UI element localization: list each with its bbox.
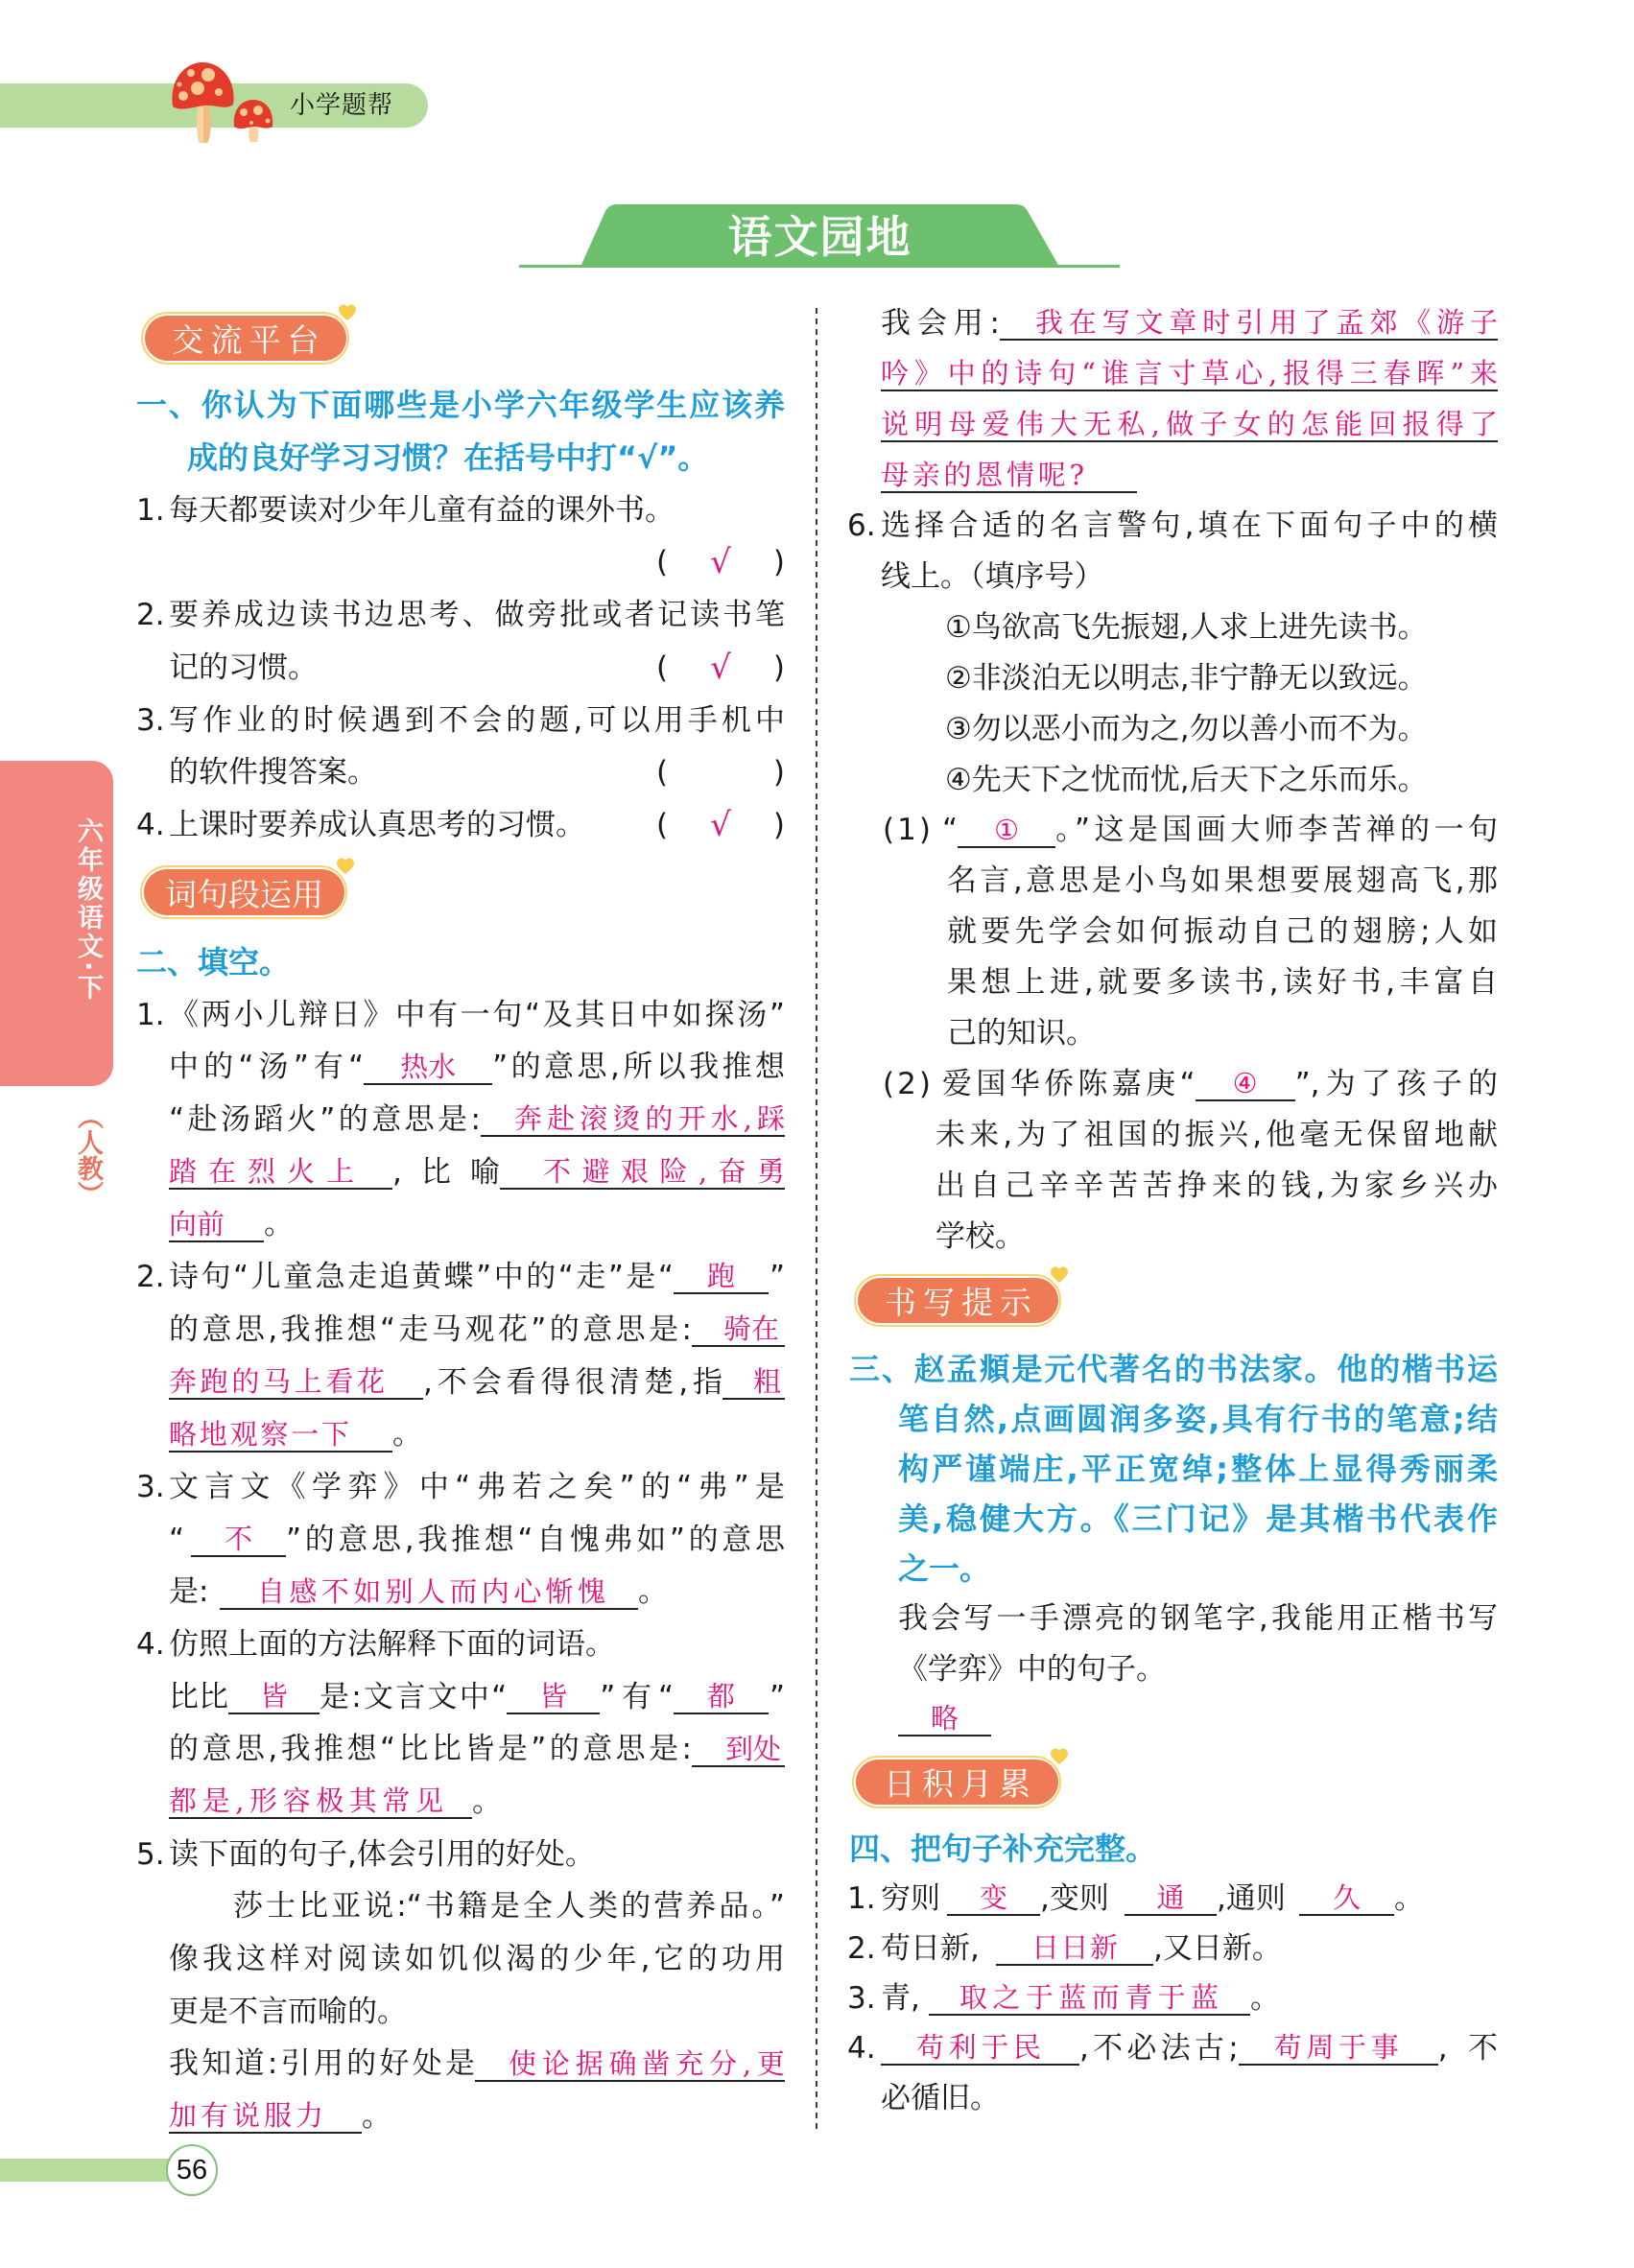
answer-blank: 向前 bbox=[169, 1208, 264, 1242]
badge-label: 日积月累 bbox=[884, 1765, 1037, 1803]
right-column-top bbox=[847, 298, 1498, 1263]
item-number: 1. bbox=[136, 997, 165, 1032]
item-number: 5. bbox=[136, 1836, 165, 1872]
item-text: 上课时要养成认真思考的习惯。 bbox=[169, 808, 585, 842]
item-text: 。 bbox=[264, 1207, 294, 1242]
answer-blank: 加有说服力 bbox=[169, 2099, 362, 2134]
list-item bbox=[136, 642, 785, 695]
item-text: 写作业的时候遇到不会的题,可以用手机中 bbox=[169, 702, 785, 738]
question-title bbox=[847, 1344, 1498, 1394]
check-mark-icon: √ bbox=[710, 543, 731, 582]
item-text: 仿照上面的方法解释下面的词语。 bbox=[169, 1626, 615, 1662]
sub-question-line bbox=[847, 1212, 1498, 1263]
item-text: 《学弈》中的句子。 bbox=[898, 1651, 1166, 1687]
section-badge-accumulation bbox=[852, 1756, 1064, 1808]
page-number: 56 bbox=[166, 2144, 218, 2196]
question-title-text: 三、赵孟頫是元代著名的书法家。他的楷书运 bbox=[849, 1351, 1498, 1387]
item-text: 。”这是国画大师李苦禅的一句 bbox=[1055, 813, 1498, 848]
list-item bbox=[136, 589, 785, 642]
item-number: 2. bbox=[136, 1260, 165, 1295]
item-text: 。 bbox=[638, 1574, 668, 1610]
list-item bbox=[136, 799, 785, 852]
item-text: 青, bbox=[881, 1981, 920, 2017]
brand-name: 小学题帮 bbox=[290, 91, 394, 120]
item-text: 更是不言而喻的。 bbox=[169, 1994, 407, 2029]
section-badge-writing bbox=[854, 1274, 1064, 1327]
badge-label: 交流平台 bbox=[172, 321, 326, 359]
question-line bbox=[136, 1566, 785, 1618]
question-3 bbox=[847, 1344, 1498, 1744]
answer-parentheses bbox=[656, 536, 785, 589]
question-line bbox=[136, 1357, 785, 1409]
item-text: 就要先学会如何振动自己的翅膀;人如 bbox=[947, 914, 1498, 950]
item-number: 3. bbox=[847, 1981, 876, 2017]
answer-blank: 踏在烈火上 bbox=[169, 1155, 392, 1190]
sub-question-line bbox=[847, 957, 1498, 1008]
page-title: 语文园地 bbox=[727, 211, 912, 263]
item-text: ” bbox=[769, 1679, 786, 1714]
answer-blank: ① bbox=[958, 814, 1055, 848]
item-text: 是:文言文中“ bbox=[320, 1679, 508, 1714]
sub-question-line bbox=[847, 805, 1498, 856]
item-text: 己的知识。 bbox=[947, 1015, 1096, 1051]
answer-blank: 不避艰险,奋勇 bbox=[500, 1155, 785, 1190]
question-title-text: 成的良好学习习惯？在括号中打“√”。 bbox=[187, 438, 709, 476]
question-line bbox=[136, 1408, 785, 1461]
answer-blank: 苟利于民 bbox=[881, 2031, 1079, 2066]
item-text: 的意思,我推想“走马观花”的意思是: bbox=[169, 1311, 692, 1347]
item-text: ,通则 bbox=[1217, 1881, 1286, 1917]
item-text: ,不 bbox=[1437, 2031, 1499, 2067]
option-text: ②非淡泊无以明志,非宁静无以致远。 bbox=[945, 660, 1428, 696]
answer-blank: 皆 bbox=[507, 1680, 600, 1714]
question-title bbox=[136, 379, 785, 432]
question-line bbox=[136, 1776, 785, 1829]
question-line bbox=[847, 1644, 1498, 1694]
item-text: “ bbox=[942, 813, 959, 848]
question-title bbox=[847, 1394, 1498, 1444]
question-line bbox=[136, 1618, 785, 1671]
item-number: 1. bbox=[847, 1881, 876, 1917]
item-text: 莎士比亚说:“书籍是全人类的营养品。” bbox=[233, 1889, 785, 1925]
badge-label: 词句段运用 bbox=[165, 875, 323, 913]
question-line bbox=[136, 1094, 785, 1146]
paren-close: ) bbox=[772, 755, 785, 791]
item-text: ,不会看得很清楚,指 bbox=[423, 1364, 722, 1400]
item-number: 2. bbox=[847, 1931, 876, 1967]
item-text: ,比喻 bbox=[392, 1154, 500, 1190]
item-text: “ bbox=[169, 1522, 185, 1557]
answer-blank: 使论据确凿充分,更 bbox=[475, 2047, 785, 2082]
quote-line bbox=[136, 1986, 785, 2039]
question-line bbox=[136, 1723, 785, 1776]
item-number: 1. bbox=[136, 492, 165, 528]
paren-open: ( bbox=[656, 755, 669, 791]
question-line bbox=[136, 1198, 785, 1251]
item-text: ”的意思,所以我推想 bbox=[492, 1050, 786, 1085]
item-text: 爱国华侨陈嘉庚“ bbox=[942, 1066, 1196, 1101]
quote-line bbox=[136, 1933, 785, 1986]
question-line bbox=[136, 989, 785, 1042]
question-1 bbox=[136, 379, 785, 852]
item-text: 诗句“儿童急走追黄蝶”中的“走”是“ bbox=[169, 1260, 674, 1295]
option-item bbox=[847, 653, 1498, 704]
option-text: ③勿以恶小而为之,勿以善小而不为。 bbox=[945, 711, 1428, 746]
answer-blank: 我在写文章时引用了孟郊《游子 bbox=[1000, 306, 1498, 341]
list-item bbox=[136, 695, 785, 747]
question-line bbox=[136, 1304, 785, 1357]
question-title-text: 美,稳健大方。《三门记》是其楷书代表作 bbox=[898, 1500, 1498, 1538]
sub-question-line bbox=[847, 1110, 1498, 1161]
answer-parentheses bbox=[656, 642, 785, 695]
question-line bbox=[847, 298, 1498, 349]
answer-blank: 取之于蓝而青于蓝 bbox=[929, 1981, 1250, 2016]
item-number: 4. bbox=[136, 1626, 165, 1662]
item-text: 出自己辛辛苦苦挣来的钱,为家乡兴办 bbox=[935, 1168, 1498, 1203]
item-text: 。 bbox=[392, 1417, 422, 1453]
item-number: 3. bbox=[136, 1469, 165, 1504]
item-text: ”有“ bbox=[600, 1679, 675, 1714]
answer-blank: 苟周于事 bbox=[1239, 2031, 1438, 2066]
answer-parentheses bbox=[656, 746, 785, 799]
item-text: 果想上进,就要多读书,读好书,丰富自 bbox=[947, 965, 1498, 1001]
quote-line bbox=[136, 1880, 785, 1933]
question-line bbox=[136, 2038, 785, 2091]
option-item bbox=[847, 755, 1498, 806]
question-line bbox=[136, 1041, 785, 1094]
item-number: 4. bbox=[847, 2031, 876, 2067]
item-text: 文言文《学弈》中“弗若之矣”的“弗”是 bbox=[169, 1469, 785, 1504]
check-mark-icon: √ bbox=[710, 806, 731, 844]
answer-blank: 自感不如别人而内心惭愧 bbox=[220, 1575, 638, 1610]
check-mark-icon: √ bbox=[710, 648, 731, 687]
item-text: ” bbox=[769, 1260, 785, 1295]
question-line bbox=[136, 2091, 785, 2143]
question-line bbox=[847, 1874, 1498, 1924]
question-line bbox=[847, 1694, 1498, 1744]
item-text: 中的“汤”有“ bbox=[169, 1050, 365, 1085]
item-text: 我知道:引用的好处是 bbox=[169, 2046, 475, 2082]
question-line bbox=[847, 2023, 1498, 2073]
item-text: ”的意思,我推想“自愧弗如”的意思 bbox=[286, 1522, 785, 1557]
answer-blank: ④ bbox=[1196, 1067, 1295, 1101]
question-line bbox=[847, 552, 1498, 602]
answer-blank: 不 bbox=[191, 1523, 286, 1557]
question-2 bbox=[136, 936, 785, 2143]
item-text: ”,为了孩子的 bbox=[1294, 1066, 1499, 1101]
item-text: 苟日新, bbox=[881, 1931, 980, 1967]
paren-open: ( bbox=[656, 545, 669, 580]
answer-blank: 热水 bbox=[364, 1051, 492, 1085]
item-text: 。 bbox=[1394, 1881, 1424, 1917]
item-text: 未来,为了祖国的振兴,他毫无保留地献 bbox=[935, 1117, 1498, 1152]
item-text: 选择合适的名言警句,填在下面句子中的横 bbox=[881, 508, 1498, 544]
small-mushroom-icon bbox=[232, 98, 274, 143]
sub-question-line bbox=[847, 1008, 1498, 1059]
answer-blank: 到处 bbox=[692, 1733, 785, 1767]
sub-question-line bbox=[847, 907, 1498, 957]
question-title-text: 四、把句子补充完整。 bbox=[849, 1831, 1157, 1867]
item-text: 是: bbox=[169, 1574, 209, 1610]
question-line bbox=[136, 1461, 785, 1514]
item-text: 学校。 bbox=[935, 1218, 1025, 1254]
list-item bbox=[136, 746, 785, 799]
column-divider bbox=[816, 308, 817, 2132]
paren-close: ) bbox=[772, 545, 785, 580]
item-text: 记的习惯。 bbox=[169, 650, 318, 685]
item-text: 。 bbox=[472, 1784, 502, 1819]
sub-question-label: (1) bbox=[883, 813, 934, 848]
mushroom-icon bbox=[170, 60, 235, 143]
item-text: “赴汤蹈火”的意思是: bbox=[169, 1102, 481, 1138]
question-title bbox=[136, 936, 785, 989]
footer-bar bbox=[0, 2159, 173, 2182]
heart-icon bbox=[1050, 1747, 1069, 1766]
question-line bbox=[847, 2073, 1498, 2123]
paren-close: ) bbox=[772, 650, 785, 685]
answer-blank: 粗 bbox=[722, 1365, 785, 1400]
answer-blank: 略地观察一下 bbox=[169, 1418, 392, 1453]
question-title-text: 之一。 bbox=[898, 1550, 991, 1588]
item-text: 穷则 bbox=[881, 1881, 940, 1917]
question-line bbox=[847, 1973, 1498, 2023]
item-text: 比比 bbox=[169, 1679, 228, 1714]
option-text: ①鸟欲高飞先振翅,人求上进先读书。 bbox=[945, 609, 1428, 645]
answer-blank: 略 bbox=[898, 1702, 991, 1736]
badge-label: 书写提示 bbox=[885, 1284, 1038, 1321]
section-badge-exchange bbox=[141, 312, 352, 365]
item-text: 读下面的句子,体会引用的好处。 bbox=[169, 1836, 595, 1872]
question-title-text: 构严谨端庄,平正宽绰;整体上显得秀丽柔 bbox=[898, 1451, 1498, 1488]
question-title bbox=[847, 1824, 1498, 1874]
question-title-text: 二、填空。 bbox=[136, 944, 291, 980]
item-text: 必循旧。 bbox=[881, 2081, 1000, 2116]
answer-blank: 母亲的恩情呢? bbox=[881, 459, 1137, 493]
question-line bbox=[136, 1251, 785, 1304]
option-text: ④先天下之忧而忧,后天下之乐而乐。 bbox=[945, 762, 1428, 797]
paren-open: ( bbox=[656, 650, 669, 685]
item-number: 6. bbox=[847, 508, 876, 544]
answer-blank: 变 bbox=[947, 1881, 1040, 1916]
answer-blank: 日日新 bbox=[996, 1931, 1153, 1966]
question-line bbox=[136, 1146, 785, 1199]
side-tab-edition: （人教） bbox=[73, 1103, 103, 1207]
item-text: 每天都要读对少年儿童有益的课外书。 bbox=[169, 492, 675, 528]
sub-question-line bbox=[847, 856, 1498, 907]
item-text: 的软件搜答案。 bbox=[169, 755, 377, 791]
answer-blank: 骑在 bbox=[692, 1312, 785, 1347]
sub-question-line bbox=[847, 1059, 1498, 1110]
option-item bbox=[847, 704, 1498, 755]
question-line bbox=[136, 1671, 785, 1724]
answer-parentheses bbox=[656, 799, 785, 852]
option-item bbox=[847, 602, 1498, 653]
item-text: 我会写一手漂亮的钢笔字,我能用正楷书写 bbox=[898, 1601, 1498, 1637]
answer-blank: 说明母爱伟大无私,做子女的怎能回报得了 bbox=[881, 407, 1498, 440]
item-text: ,变则 bbox=[1040, 1881, 1109, 1917]
heart-icon bbox=[1050, 1265, 1069, 1285]
item-number: 3. bbox=[136, 702, 165, 738]
section-badge-word-usage bbox=[140, 865, 350, 919]
item-text: 我会用: bbox=[881, 305, 1000, 341]
answer-blank: 通 bbox=[1125, 1881, 1217, 1916]
question-title-text: 一、你认为下面哪些是小学六年级学生应该养 bbox=[136, 387, 785, 423]
answer-blank: 吟》中的诗句“谁言寸草心,报得三春晖”来 bbox=[881, 356, 1498, 390]
item-text: 要养成边读书边思考、做旁批或者记读书笔 bbox=[169, 598, 785, 632]
question-title-text: 笔自然,点画圆润多姿,具有行书的笔意;结 bbox=[898, 1401, 1498, 1438]
question-line bbox=[847, 399, 1498, 450]
paren-open: ( bbox=[656, 808, 669, 842]
item-number: 4. bbox=[136, 808, 165, 842]
question-line bbox=[847, 450, 1498, 501]
item-text: ,不必法古; bbox=[1079, 2031, 1239, 2067]
item-text: 线上。（填序号） bbox=[881, 558, 1104, 594]
question-line bbox=[136, 1514, 785, 1567]
question-title bbox=[847, 1444, 1498, 1494]
item-text: ,又日新。 bbox=[1153, 1931, 1282, 1967]
answer-blank: 久 bbox=[1299, 1881, 1394, 1916]
item-text: 。 bbox=[362, 2099, 391, 2135]
answer-blank: 奔跑的马上看花 bbox=[169, 1365, 423, 1400]
question-title bbox=[136, 432, 785, 484]
heart-icon bbox=[336, 857, 355, 876]
question-line bbox=[847, 348, 1498, 399]
question-line bbox=[136, 1829, 785, 1881]
question-line bbox=[847, 1594, 1498, 1643]
question-line bbox=[847, 1924, 1498, 1973]
answer-blank: 都是,形容极其常见 bbox=[169, 1784, 472, 1819]
list-item bbox=[136, 484, 785, 537]
side-tab-grade: 六年级语文·下 bbox=[73, 817, 103, 1004]
item-number: 2. bbox=[136, 598, 165, 632]
question-line bbox=[847, 501, 1498, 552]
sub-question-label: (2) bbox=[883, 1066, 934, 1101]
answer-blank: 皆 bbox=[228, 1680, 320, 1714]
paren-close: ) bbox=[772, 808, 785, 842]
item-text: 《两小儿辩日》中有一句“及其日中如探汤” bbox=[169, 997, 785, 1032]
item-text: 名言,意思是小鸟如果想要展翅高飞,那 bbox=[947, 863, 1498, 899]
sub-question-line bbox=[847, 1161, 1498, 1212]
question-title bbox=[847, 1544, 1498, 1594]
item-text: 。 bbox=[1250, 1981, 1280, 2017]
item-text: 像我这样对阅读如饥似渴的少年,它的功用 bbox=[169, 1942, 785, 1977]
item-text: 的意思,我推想“比比皆是”的意思是: bbox=[169, 1732, 692, 1767]
answer-blank: 都 bbox=[674, 1680, 769, 1714]
question-title bbox=[847, 1494, 1498, 1544]
heart-icon bbox=[338, 303, 357, 322]
answer-blank: 跑 bbox=[674, 1260, 769, 1294]
list-item-answer bbox=[136, 536, 785, 589]
question-4 bbox=[847, 1824, 1498, 2124]
answer-blank: 奔赴滚烫的开水,踩 bbox=[481, 1102, 785, 1137]
